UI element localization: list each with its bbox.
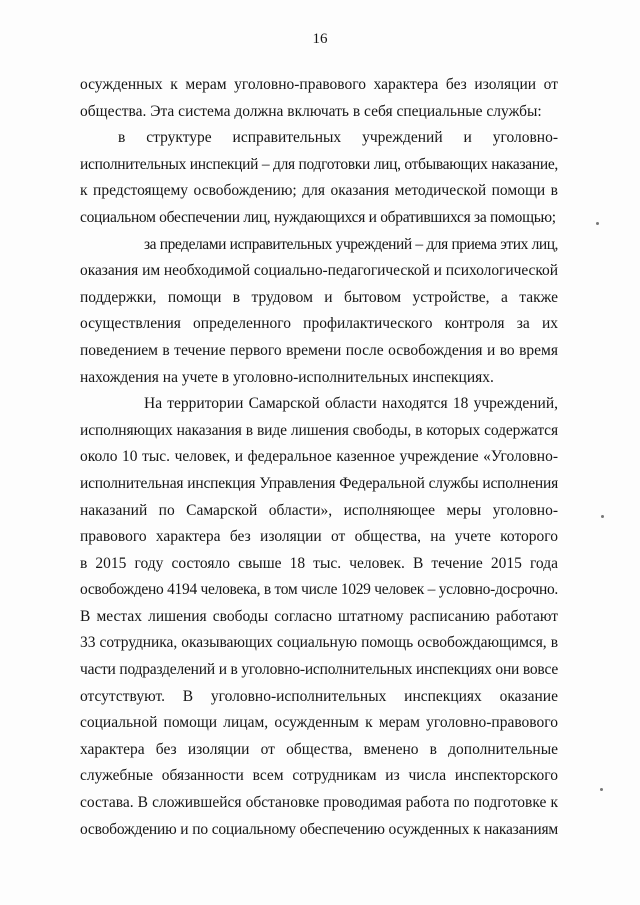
scan-speck xyxy=(596,222,599,225)
text-line: за пределами исправительных учреждений – для приема этих лиц, xyxy=(144,235,558,253)
text-line: На территории Самарской области находятся 18 учреждений, xyxy=(144,395,558,413)
body-text xyxy=(80,72,558,843)
text-line: социальном обеспечении лиц, нуждающихся и обратившихся за помощью; xyxy=(80,208,556,226)
text-line: общества. Эта система должна включать в себя специальные службы: xyxy=(80,102,542,120)
text-line: исполнительная инспекция Управления Федеральной службы исполнения xyxy=(80,474,558,492)
scan-speck xyxy=(601,515,604,518)
text-line: наказаний по Самарской области», исполняющее меры уголовно- xyxy=(80,501,558,519)
text-line: отсутствуют. В уголовно-исполнительных инспекциях оказание xyxy=(80,687,558,705)
scan-speck xyxy=(600,788,603,791)
text-line: осуществления определенного профилактического контроля за их xyxy=(80,315,558,333)
text-line: осужденных к мерам уголовно-правового характера без изоляции от xyxy=(80,76,558,93)
text-line: правового характера без изоляции от общества, на учете которого xyxy=(80,528,558,546)
text-line: поведением в течение первого времени после освобождения и во время xyxy=(80,341,558,359)
text-line: В местах лишения свободы согласно штатному расписанию работают xyxy=(80,607,558,625)
text-line: к предстоящему освобождению; для оказания методической помощи в xyxy=(80,182,558,200)
text-line: в 2015 году состояло свыше 18 тыс. человек. В течение 2015 года xyxy=(80,554,558,572)
text-line: характера без изоляции от общества, вменено в дополнительные xyxy=(80,740,558,758)
text-line: в структуре исправительных учреждений и уголовно- xyxy=(118,129,558,147)
text-line: состава. В сложившейся обстановке проводимая работа по подготовке к xyxy=(80,794,558,812)
text-line: исполняющих наказания в виде лишения свободы, в которых содержатся xyxy=(80,421,558,439)
text-line: исполнительных инспекций – для подготовки лиц, отбывающих наказание, xyxy=(80,155,558,173)
text-line: около 10 тыс. человек, и федеральное казенное учреждение «Уголовно- xyxy=(80,448,558,466)
text-line: служебные обязанности всем сотрудникам из числа инспекторского xyxy=(80,767,558,785)
text-line: части подразделений и в уголовно-исполнительных инспекциях они вовсе xyxy=(80,661,558,679)
text-line: освобождено 4194 человека, в том числе 1029 человек – условно-досрочно. xyxy=(80,581,558,599)
page-number: 16 xyxy=(312,31,328,47)
text-line: освобождению и по социальному обеспечению осужденных к наказаниям xyxy=(80,820,558,838)
text-line: 33 сотрудника, оказывающих социальную помощь освобождающимся, в xyxy=(80,634,558,652)
text-line: социальной помощи лицам, осужденным к мерам уголовно-правового xyxy=(80,714,558,732)
text-line: поддержки, помощи в трудовом и бытовом устройстве, а также xyxy=(80,288,558,306)
text-line: нахождения на учете в уголовно-исполнительных инспекциях. xyxy=(80,368,494,386)
text-line: оказания им необходимой социально-педагогической и психологической xyxy=(80,262,558,280)
